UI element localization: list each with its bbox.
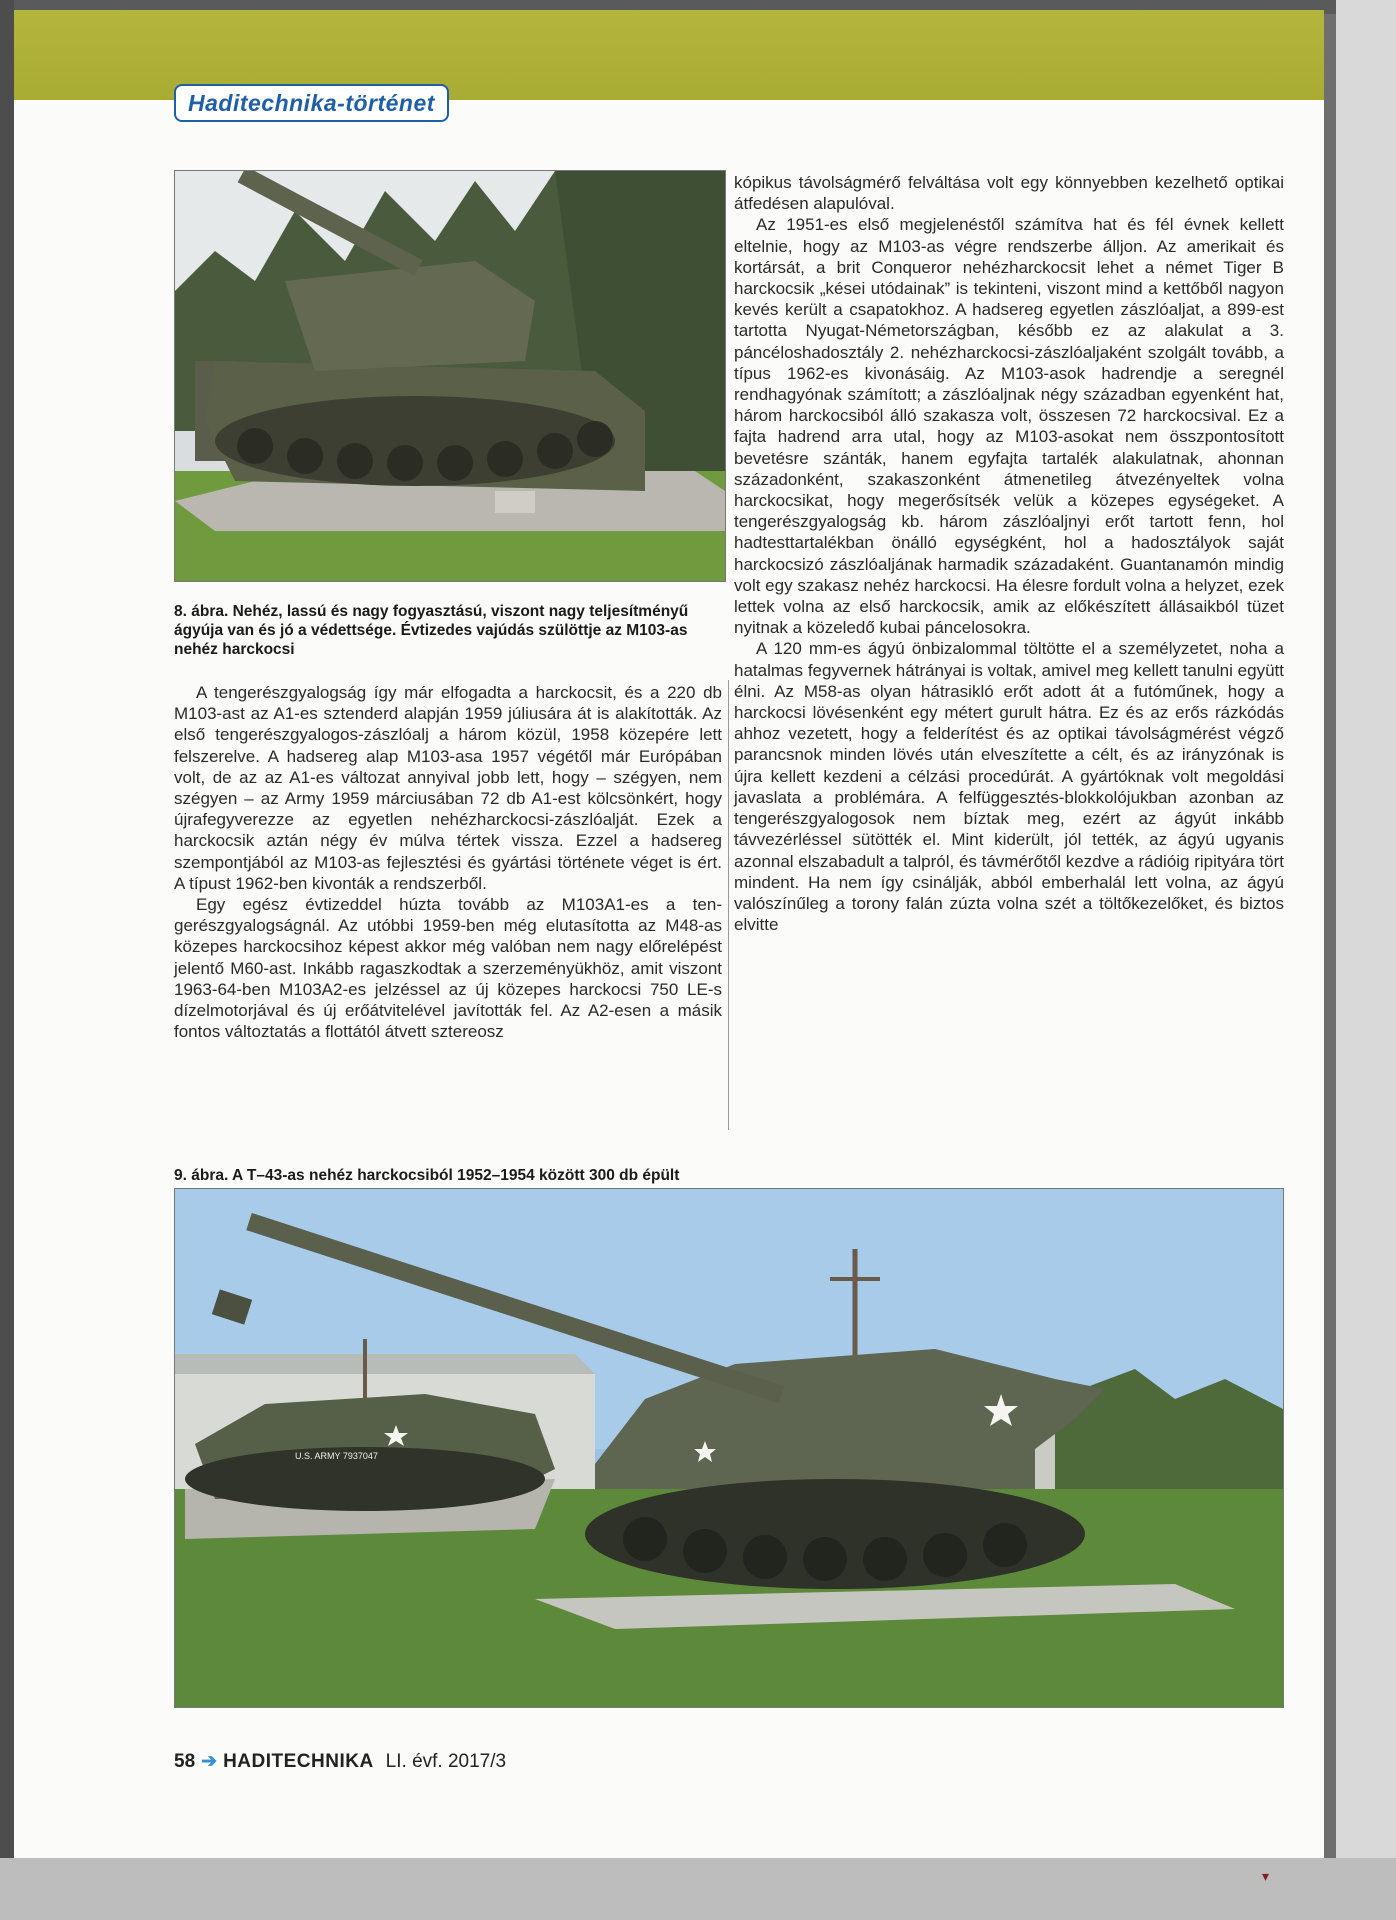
tank-marking-text: U.S. ARMY 7937047 [295, 1451, 378, 1461]
figure-9-caption: 9. ábra. A T–43-as nehéz harckocsiból 1952–1954 között 300 db épült [174, 1167, 680, 1184]
magazine-page [14, 10, 1324, 1858]
right-paragraph-2: A 120 mm-es ágyú önbizalommal töltötte el a személyzetet, noha a hatalmas fegyvernek hátrányai is voltak, amivel meg kellett tanulni együtt élni. Az M58-as olyan hátrasikló erőt adott át a futóműnek, hogy a harckocsi lövésenként egy métert gurult hátra. Ez és az erős rázkódás ahhoz vezetett, hogy a felderítést és az optikai távolságmérést végző parancsnok minden lövés után elveszítette a célt, és az irányzónak is újra kellett kezdeni a célzási procedúrát. A gyártóknak volt megoldási javaslata a problémára. A felfüggesztés-blokkolójukban azonban az tengerészgyalogosok nem bíztak meg, ezért az ágyút inkább távvezérléssel sütötték el. Mint kiderült, jól tették, az ágyú ugyanis azonnal elszabadult a talpról, és távmérőtől kezdve a rádióig ripityára tört mindent. Ha nem így csinálják, abból emberhalál lett volna, az ágyú valószínűleg a torony falán zúzta volna szét a töltőkezelőket, és biztos elvitte [734, 639, 1284, 935]
section-tag: Haditechnika-történet [174, 84, 449, 122]
left-paragraph-2: Egy egész évtizeddel húzta tovább az M103A1-es a tengerészgyalogságnál. Az utóbbi 1959-ben még elutasította az M48-as közepes harckocsihoz képest akkor még valóban nem nagy előrelépést jelentő M60-ast. Inkább ragaszkodtak a szerzeményükhöz, amit viszont 1963-64-ben M103A2-es jelzéssel az új közepes harckocsi 750 LE-s dízelmotorjával és új erőátvitelével javították fel. Az A2-esen a másik fontos változtatás a flottától átvett sztereosz [174, 895, 722, 1042]
scan-border-left [0, 0, 14, 1920]
right-paragraph-1: Az 1951-es első megjelenéstől számítva hat és fél évnek kellett eltelnie, hogy az M103-as végre rendszerbe álljon. Az amerikait és kortársát, a brit Conqueror nehézharckocsit lehet a német Tiger B harckocsik „kései utódainak” is tekinteni, viszont mind a kettőből nagyon kevés került a csapatokhoz. A hadsereg egyetlen zászlóaljat, a 899-est tartotta Nyugat-Németországban, később ez az alakulat a 3. páncéloshadosztály 2. nehézharckocsi-zászlóaljaként szolgált tovább, a típus 1962-es kivonásáig. Az M103-asok hadrendje a seregnél rendhagyónak számított; a zászlóaljnak négy században egyenként hat, három harckocsiból álló szakasza volt, összesen 72 harckocsival. Ez a fajta hadrend arra utal, hogy az M103-asokat nem összpontosított bevetésre szánták, hanem egyfajta tartalék alakulatnak, ahonnan századonként, szakaszonként átmenetileg átvezényeltek volna harckocsikat, hogy megerősítsék velük a közepes egységeket. A tengerészgyalogság kb. három zászlóaljnyi erőt tartott fenn, hol hadtesttartalékban önálló egységként, hol a hadosztályok saját harckocsizó zászlóaljának harmadik századaként. Guantanamón mindig volt egy szakasz nehéz harckocsi. Ha élesre fordult volna a helyzet, ezek lettek volna az első harckocsik, amik az előkészített állásaikból tüzet nyitnak a közeledő kubai páncelosokra. [734, 215, 1284, 638]
right-text-column [734, 172, 1284, 935]
issue-label: LI. évf. 2017/3 [385, 1751, 507, 1772]
scan-corner-mark: ▾ [1262, 1868, 1270, 1884]
scan-border-bottom [0, 1858, 1396, 1920]
right-paragraph-0: kópikus távolságmérő felváltása volt egy könnyebben kezelhető optikai átfedésen alapulóval. [734, 173, 1284, 214]
figure-8-caption: 8. ábra. Nehéz, lassú és nagy fogyasztású, viszont nagy teljesítményű ágyúja van és jó a védettsége. Évtizedes vajúdás szülöttje az M103-as nehéz harckocsi [174, 603, 689, 658]
scan-border-right [1336, 0, 1396, 1920]
arrow-right-icon: ➔ [201, 1751, 218, 1772]
page-footer [174, 1750, 506, 1773]
magazine-name: HADITECHNIKA [223, 1751, 374, 1772]
left-paragraph-1: A tengerészgyalogság így már elfogadta a harckocsit, és a 220 db M103-ast az A1-es sztenderd alapján 1959 júliusára át is alakították. Az első tengerészgyalogos-zászlóalj a három közül, 1958 közepére lett felszerelve. A hadsereg alap M103-asa 1957 végétől már Európában volt, de az az A1-es változat annyival jobb lett, hogy – szégyen, nem szégyen – az Army 1959 márciusában 72 db A1-est kölcsönkért, hogy újrafegyverezze az egyetlen nehézharckocsi-zászlóalját. Ezek a harckocsik aztán négy év múlva tértek vissza. Ezzel a hadsereg szempontjából az M103-as fejlesztési és gyártási története véget is ért. A típust 1962-ben kivonták a rendszerből. [174, 683, 722, 893]
figure-8-photo [174, 170, 726, 582]
column-divider [728, 680, 729, 1130]
page-number: 58 [174, 1751, 196, 1772]
figure-9-photo [174, 1188, 1284, 1708]
left-text-column [174, 682, 722, 1042]
